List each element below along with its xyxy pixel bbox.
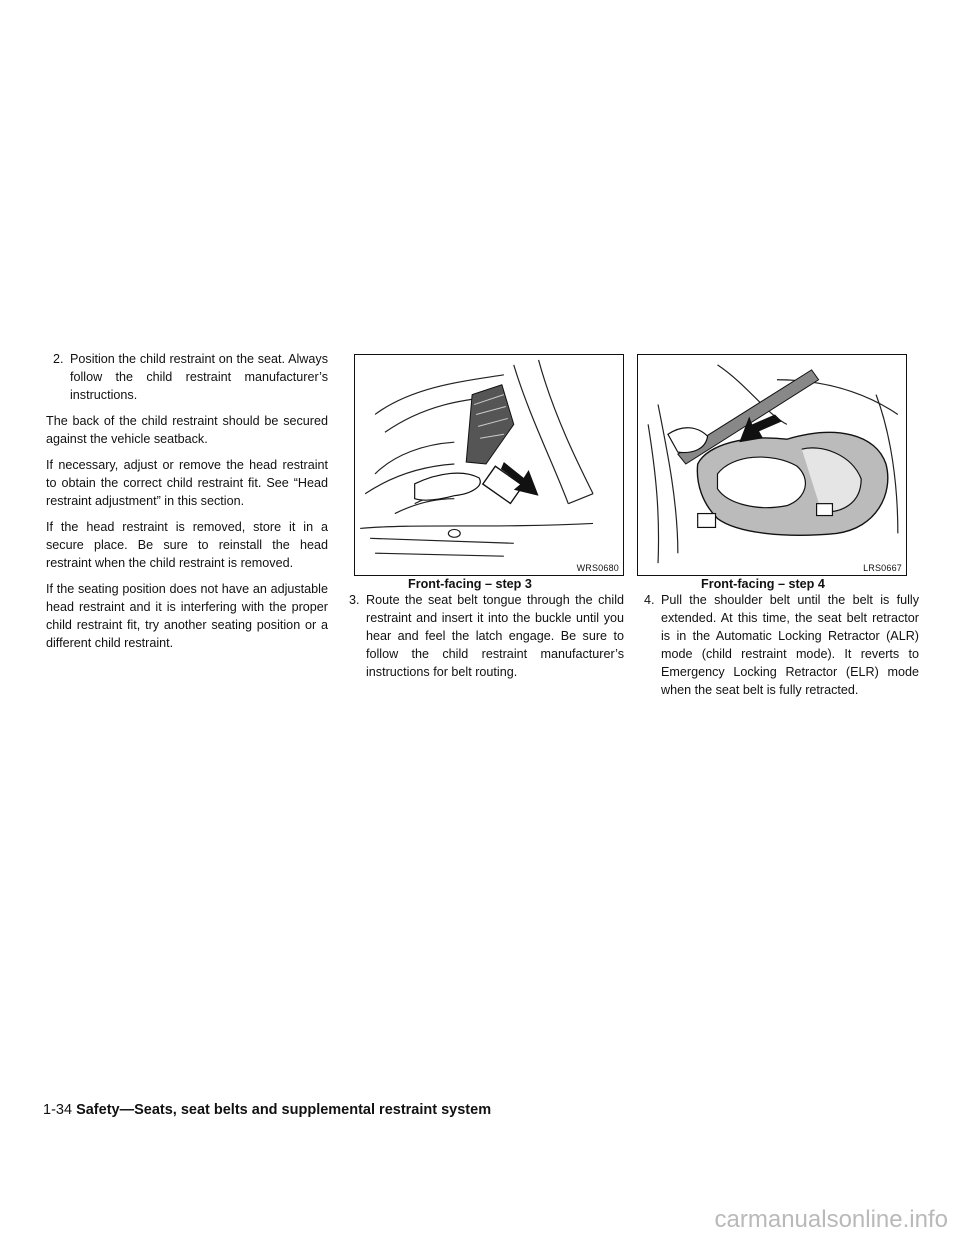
shoulder-belt-illustration <box>638 355 906 575</box>
middle-text-column <box>342 591 624 689</box>
seat-belt-tongue-illustration <box>355 355 623 575</box>
paragraph-head-restraint-store: If the head restraint is removed, store it in a secure place. Be sure to reinstall the head restraint when the child restraint is removed. <box>46 520 328 570</box>
left-text-column <box>46 350 328 660</box>
figure-caption: Front-facing – step 3 <box>408 577 532 591</box>
step-2-number: 2. <box>53 352 64 366</box>
step-3-text: Route the seat belt tongue through the child restraint and insert it into the buckle until you hear and feel the latch engage. Be sure to follow the child restraint manufacturer’s instructions for belt routing. <box>366 593 624 679</box>
section-title: Safety—Seats, seat belts and supplemental restraint system <box>76 1102 492 1118</box>
figure-caption: Front-facing – step 4 <box>701 577 825 591</box>
page-number: 1-34 <box>43 1102 73 1118</box>
step-3 <box>342 591 624 681</box>
step-3-number: 3. <box>349 593 360 607</box>
right-text-column <box>637 591 919 707</box>
figure-front-facing-step-3 <box>354 354 624 576</box>
paragraph-no-adjustable-restraint: If the seating position does not have an adjustable head restraint and it is interfering with the proper child restraint fit, try another seating position or a different child restraint. <box>46 582 328 650</box>
page-footer <box>43 1102 491 1118</box>
paragraph-seatback: The back of the child restraint should be secured against the vehicle seatback. <box>46 414 328 446</box>
figure-code: WRS0680 <box>576 563 619 573</box>
step-2 <box>46 350 328 404</box>
step-2-text: Position the child restraint on the seat. Always follow the child restraint manufacturer’s instructions. <box>70 352 328 402</box>
step-4 <box>637 591 919 699</box>
step-4-text: Pull the shoulder belt until the belt is fully extended. At this time, the seat belt retractor is in the Automatic Locking Retractor (ALR) mode (child restraint mode). It reverts to Emergency Locking Retractor (ELR) mode when the seat belt is fully retracted. <box>661 593 919 697</box>
step-4-number: 4. <box>644 593 655 607</box>
watermark: carmanualsonline.info <box>714 1206 948 1233</box>
figure-front-facing-step-4 <box>637 354 907 576</box>
paragraph-head-restraint-adjust: If necessary, adjust or remove the head restraint to obtain the correct child restraint fit. See “Head restraint adjustment” in this section. <box>46 458 328 508</box>
figure-code: LRS0667 <box>863 563 902 573</box>
